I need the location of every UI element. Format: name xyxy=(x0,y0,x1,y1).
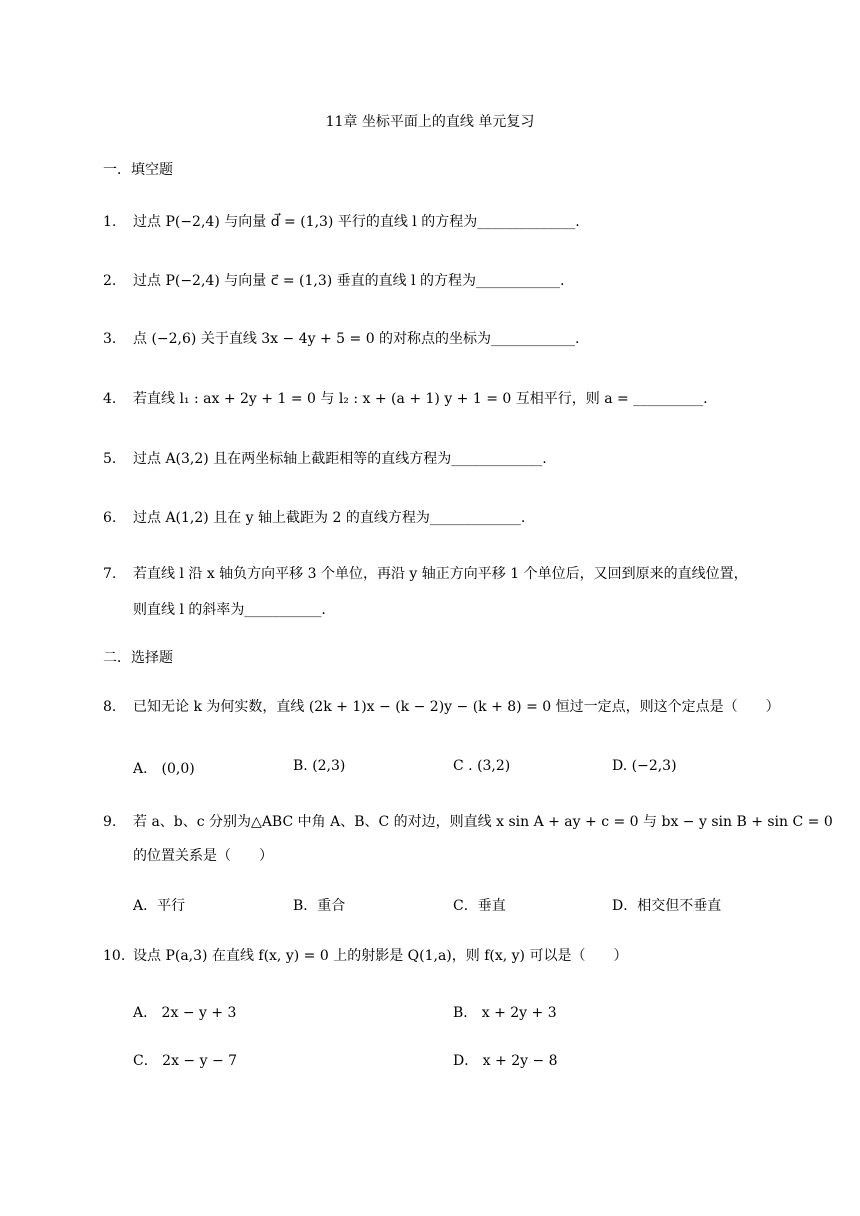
question-6 xyxy=(103,508,763,528)
q8-option-c: C . (3,2) xyxy=(453,758,511,774)
question-text: 过点 P(−2,4) 与向量 c⃗ = (1,3) 垂直的直线 l 的方程为____________. xyxy=(133,273,565,289)
question-text: 设点 P(a,3) 在直线 f(x, y) = 0 上的射影是 Q(1,a)，则 f(x, y) 可以是（ ） xyxy=(133,948,628,964)
question-text: 过点 A(3,2) 且在两坐标轴上截距相等的直线方程为_____________. xyxy=(133,451,547,467)
question-text: 过点 P(−2,4) 与向量 d⃗ = (1,3) 平行的直线 l 的方程为______________. xyxy=(133,214,580,230)
question-8 xyxy=(103,697,780,717)
question-2 xyxy=(103,271,763,291)
question-text: 过点 A(1,2) 且在 y 轴上截距为 2 的直线方程为_____________. xyxy=(133,510,526,526)
q8-option-d: D. (−2,3) xyxy=(612,758,677,774)
q8-option-a: A． (0,0) xyxy=(133,761,195,777)
question-7-continuation: 则直线 l 的斜率为___________. xyxy=(133,602,326,618)
question-4 xyxy=(103,389,763,409)
question-number: 3. xyxy=(103,331,117,347)
q8-option-b: B. (2,3) xyxy=(293,758,346,774)
q9-option-b: B．重合 xyxy=(293,898,346,914)
question-7 xyxy=(103,564,763,584)
section-fill-in: 一．填空题 xyxy=(103,162,173,178)
question-number: 9. xyxy=(103,814,117,830)
question-text: 已知无论 k 为何实数，直线 (2k + 1)x − (k − 2)y − (k + 8) = 0 恒过一定点，则这个定点是（ ） xyxy=(133,699,780,715)
question-10 xyxy=(103,946,763,966)
question-number: 8. xyxy=(103,699,117,715)
question-text: 若 a、b、c 分别为△ABC 中角 A、B、C 的对边，则直线 x sin A + ay + c = 0 与 bx − y sin B + sin C = 0 xyxy=(133,814,833,830)
question-9-continuation: 的位置关系是（ ） xyxy=(133,848,273,864)
q9-option-d: D．相交但不垂直 xyxy=(612,898,722,914)
question-number: 5. xyxy=(103,451,117,467)
section-multiple-choice: 二．选择题 xyxy=(103,650,173,666)
q10-option-d: D． x + 2y − 8 xyxy=(453,1053,558,1069)
question-number: 6. xyxy=(103,510,117,526)
q10-option-a: A． 2x − y + 3 xyxy=(133,1005,237,1021)
question-text: 若直线 l₁ : ax + 2y + 1 = 0 与 l₂ : x + (a + 1) y + 1 = 0 互相平行，则 a = __________. xyxy=(133,391,708,407)
question-9 xyxy=(103,812,833,832)
q9-option-c: C．垂直 xyxy=(453,898,506,914)
question-text: 点 (−2,6) 关于直线 3x − 4y + 5 = 0 的对称点的坐标为____________. xyxy=(133,331,580,347)
question-number: 2. xyxy=(103,273,117,289)
question-number: 7. xyxy=(103,566,117,582)
question-number: 1. xyxy=(103,214,117,230)
q10-option-b: B． x + 2y + 3 xyxy=(453,1005,557,1021)
question-number: 10. xyxy=(103,948,126,964)
question-1 xyxy=(103,212,763,232)
q9-option-a: A．平行 xyxy=(133,898,186,914)
question-number: 4. xyxy=(103,391,117,407)
question-3 xyxy=(103,329,763,349)
question-text: 若直线 l 沿 x 轴负方向平移 3 个单位，再沿 y 轴正方向平移 1 个单位后，又回到原来的直线位置， xyxy=(133,566,748,582)
page-title: 11章 坐标平面上的直线 单元复习 xyxy=(325,114,535,130)
q10-option-c: C． 2x − y − 7 xyxy=(133,1053,238,1069)
question-5 xyxy=(103,449,763,469)
